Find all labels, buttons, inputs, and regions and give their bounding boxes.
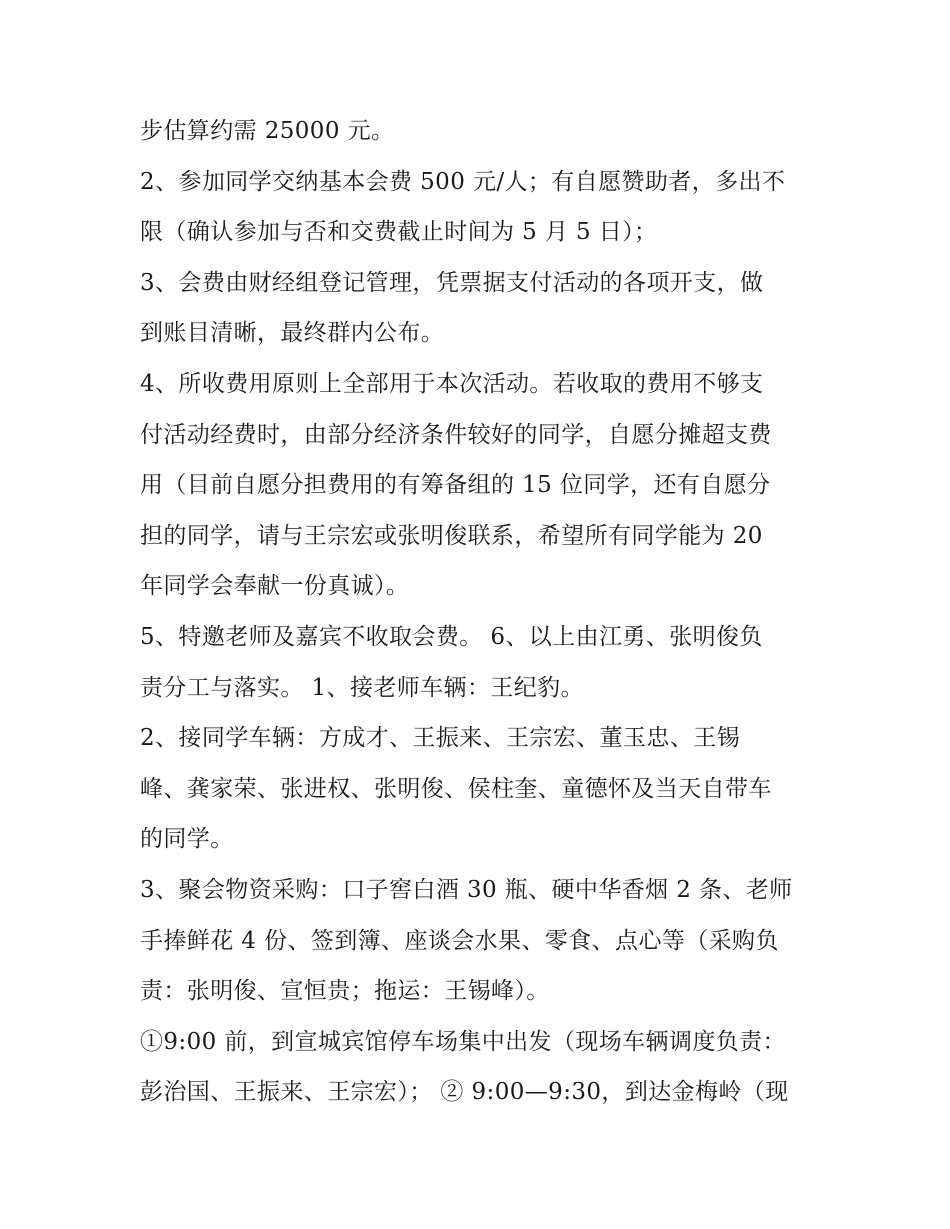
text-line: 年同学会奉献一份真诚）。 [140, 573, 410, 600]
text-line: 峰、龚家荣、张进权、张明俊、侯柱奎、童德怀及当天自带车 [140, 775, 772, 802]
text-line: 步估算约需 25000 元。 [140, 118, 395, 144]
text-line: 彭治国、王振来、王宗宏）； ② 9:00—9:30，到达金梅岭（现 [140, 1079, 789, 1106]
text-line: 限（确认参加与否和交费截止时间为 5 月 5 日）； [140, 219, 658, 246]
text-line: 手捧鲜花 4 份、签到簿、座谈会水果、零食、点心等（采购负 [140, 927, 779, 954]
text-line: 3、聚会物资采购：口子窖白酒 30 瓶、硬中华香烟 2 条、老师 [140, 876, 793, 903]
document-body [140, 106, 820, 1118]
text-line: 2、接同学车辆：方成才、王振来、王宗宏、董玉忠、王锡 [140, 725, 741, 752]
text-line: 3、会费由财经组登记管理，凭票据支付活动的各项开支，做 [140, 269, 764, 296]
text-line: 的同学。 [140, 826, 234, 853]
text-line: 2、参加同学交纳基本会费 500 元/人；有自愿赞助者，多出不 [140, 168, 786, 195]
text-line: 责：张明俊、宣恒贵；拖运：王锡峰）。 [140, 978, 550, 1005]
text-line: 用（目前自愿分担费用的有筹备组的 15 位同学，还有自愿分 [140, 472, 771, 499]
text-line: 4、所收费用原则上全部用于本次活动。若收取的费用不够支 [140, 370, 764, 397]
text-line: 5、特邀老师及嘉宾不收取会费。 6、以上由江勇、张明俊负 [140, 623, 763, 650]
text-line: 付活动经费时，由部分经济条件较好的同学，自愿分摊超支费 [140, 421, 772, 448]
text-line: ①9:00 前，到宣城宾馆停车场集中出发（现场车辆调度负责： [140, 1028, 786, 1055]
text-line: 担的同学，请与王宗宏或张明俊联系，希望所有同学能为 20 [140, 522, 763, 549]
text-line: 责分工与落实。 1、接老师车辆：王纪豹。 [140, 674, 584, 701]
text-line: 到账目清晰，最终群内公布。 [140, 320, 445, 347]
